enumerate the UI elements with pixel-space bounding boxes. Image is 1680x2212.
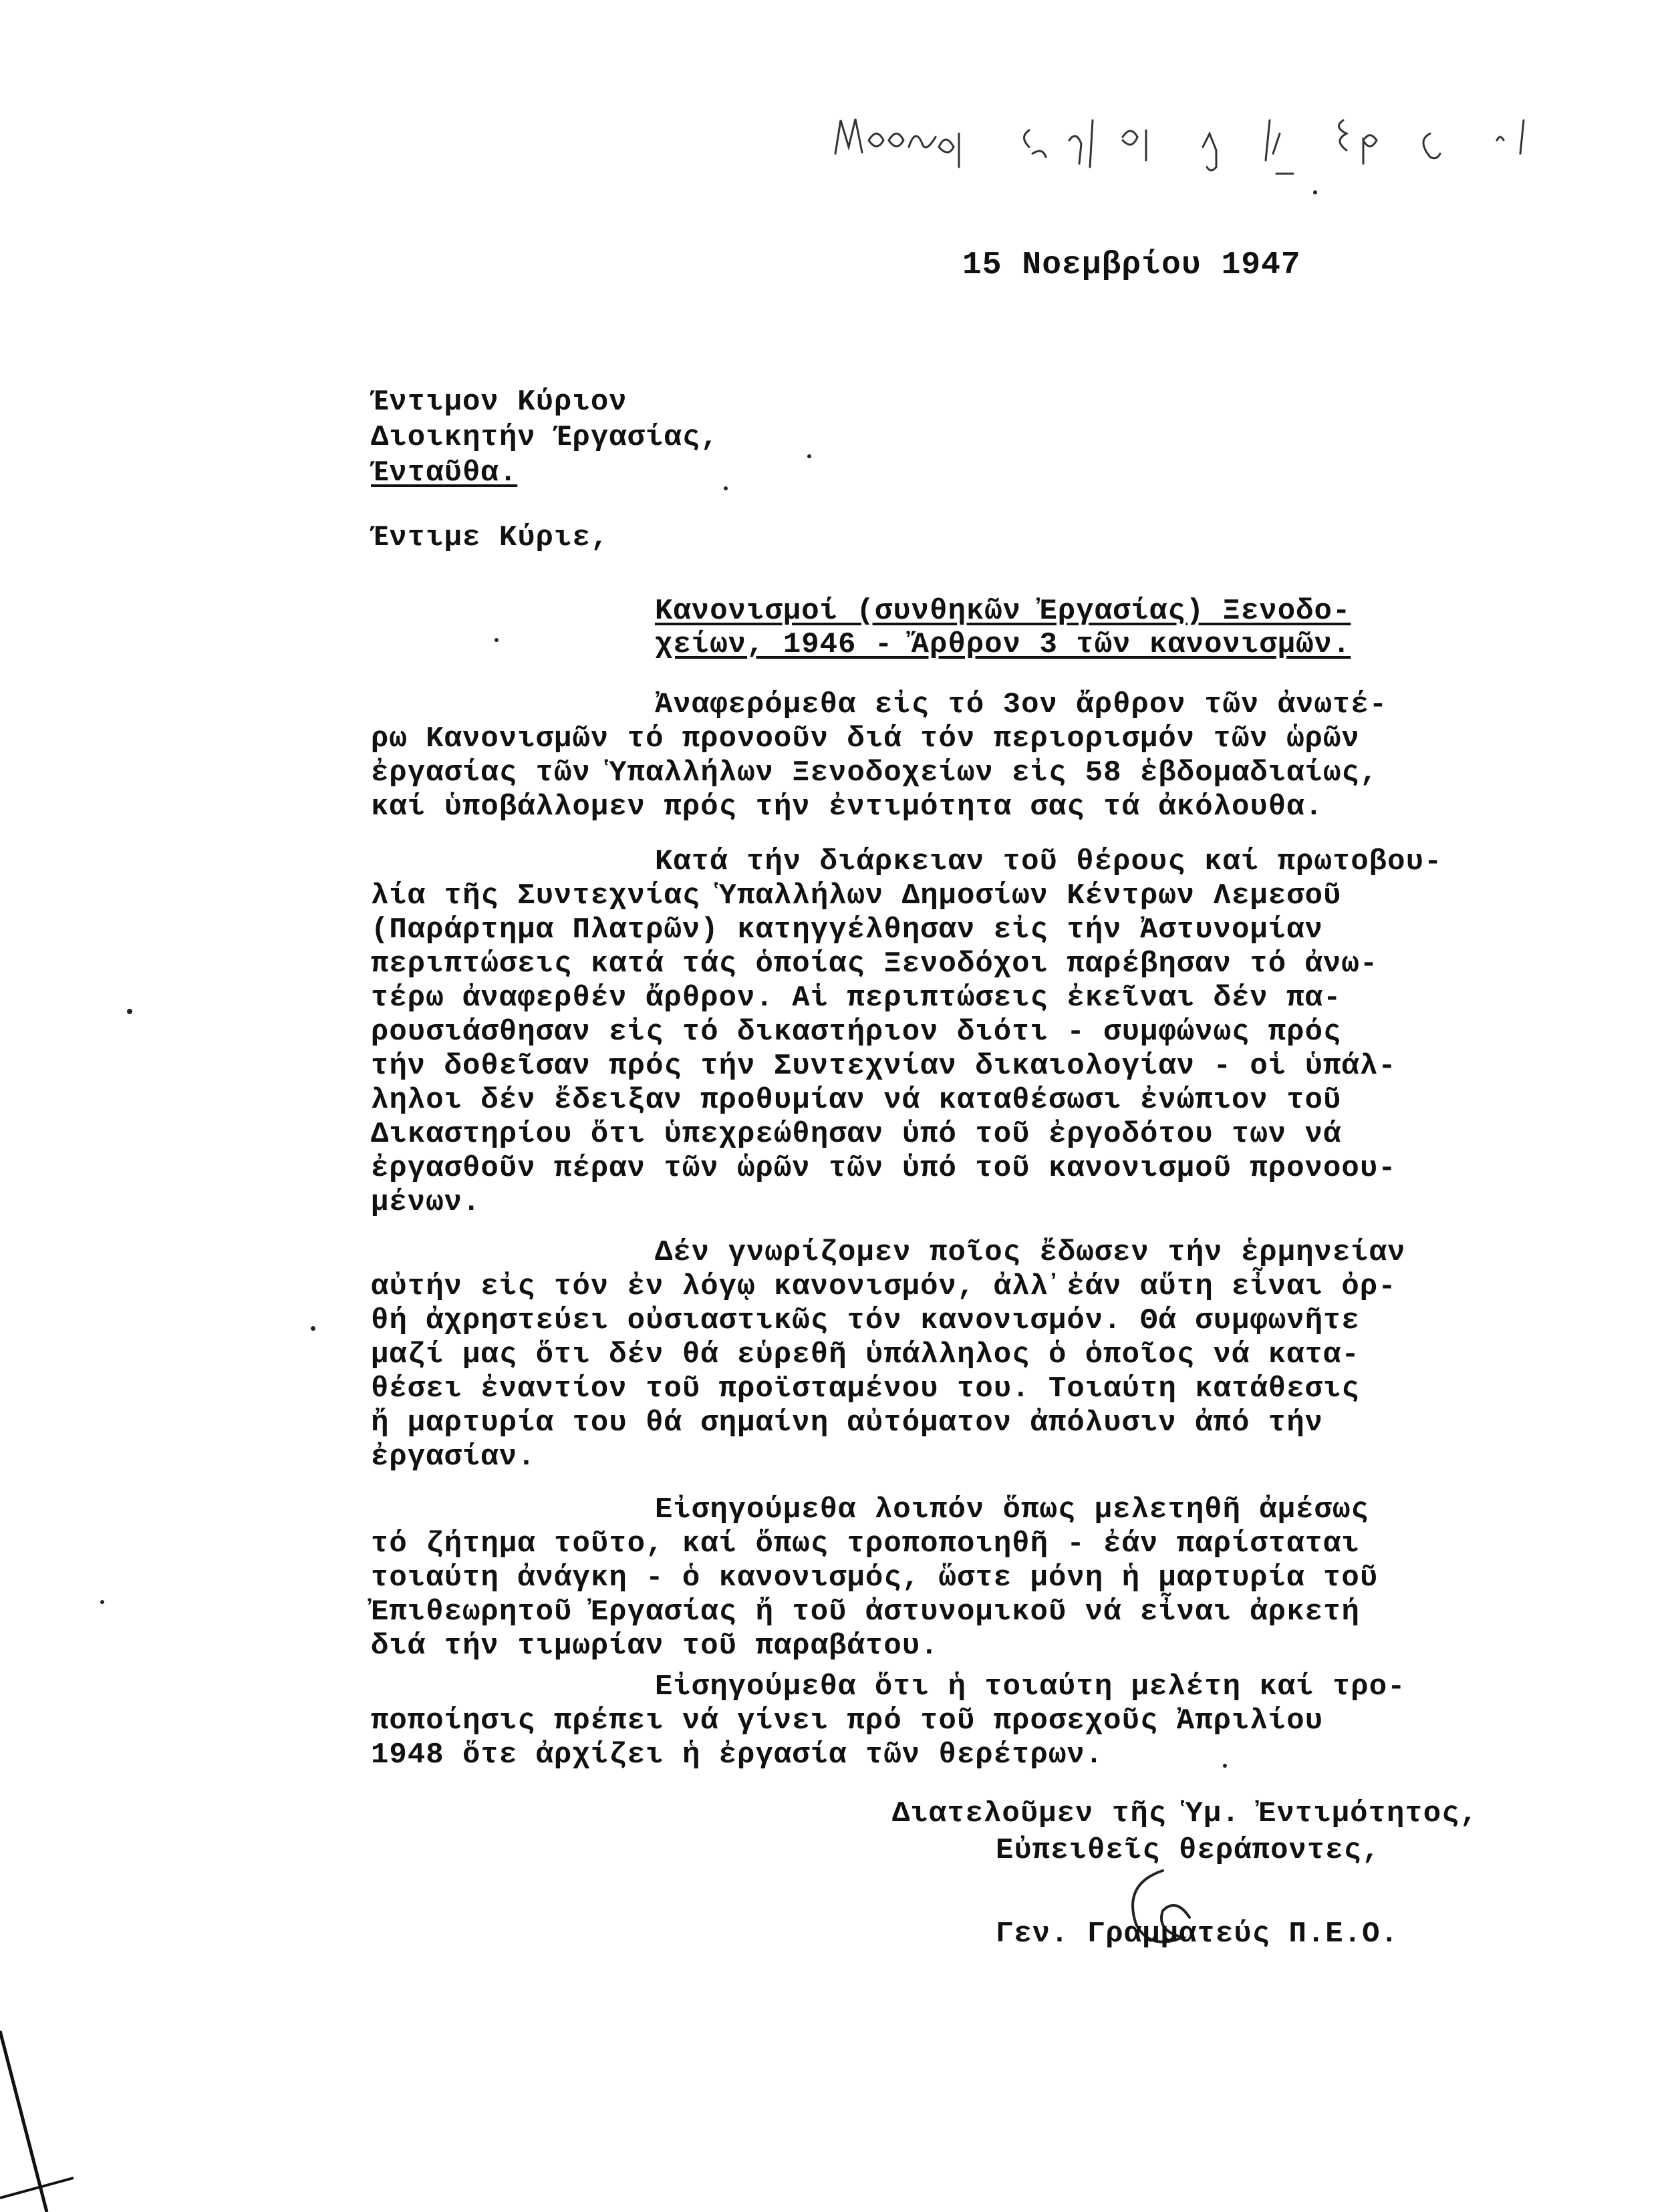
recipient-line-2: Διοικητήν Έργασίας,: [371, 421, 719, 454]
signatory: Γεν. Γραμματεύς Π.Ε.Ο.: [996, 1917, 1399, 1951]
scan-speck: [807, 454, 811, 458]
scan-speck: [100, 1600, 104, 1604]
body-paragraph-4: Εἰσηγούμεθα λοιπόν ὅπως μελετηθῆ ἀμέσως τό ζήτημα τοῦτο, καί ὅπως τροποποιηθῆ - ἐάν παρίσταται τοιαύτη ἀνάγκη - ὁ κανονισμός, ὥστε μόνη ἡ μαρτυρία τοῦ Ἐπιθεωρητοῦ Ἐργασίας ἤ τοῦ ἀστυνομικοῦ νά εἶναι ἀρκετή διά τήν τιμωρίαν τοῦ παραβάτου.: [371, 1493, 1379, 1663]
recipient-line-3: Ένταῦθα.: [371, 456, 518, 490]
scan-edge-lines: [0, 2018, 107, 2212]
body-paragraph-2: Κατά τήν διάρκειαν τοῦ θέρους καί πρωτοβου- λία τῆς Συντεχνίας Ὑπαλλήλων Δημοσίων Κέντρων Λεμεσοῦ (Παράρτημα Πλατρῶν) κατηγγέλθησαν εἰς τήν Ἀστυνομίαν περιπτώσεις κατά τάς ὁποίας Ξενοδόχοι παρέβησαν τό ἀνω- τέρω ἀναφερθέν ἄρθρον. Αἱ περιπτώσεις ἐκεῖναι δέν πα- ρουσιάσθησαν εἰς τό δικαστήριον διότι - συμφώνως πρός τήν δοθεῖσαν πρός τήν Συντεχνίαν δικαιολογίαν - οἱ ὑπάλ- ληλοι δέν ἔδειξαν προθυμίαν νά καταθέσωσι ἐνώπιον τοῦ Δικαστηρίου ὅτι ὑπεχρεώθησαν ὑπό τοῦ ἐργοδότου των νά ἐργασθοῦν πέραν τῶν ὡρῶν τῶν ὑπό τοῦ κανονισμοῦ προνοου- μένων.: [371, 845, 1443, 1219]
scan-speck: [311, 1326, 315, 1331]
subject-line-1: Κανονισμοί (συνθηκῶν Ἐργασίας) Ξενοδο-: [655, 595, 1351, 628]
subject-line-2: χείων, 1946 - Ἄρθρον 3 τῶν κανονισμῶν.: [655, 628, 1351, 661]
scan-speck: [724, 486, 728, 490]
closing-line-2: Εὐπειθεῖς θεράποντες,: [996, 1834, 1381, 1867]
closing-line-1: Διατελοῦμεν τῆς Ὑμ. Ἐντιμότητος,: [892, 1797, 1478, 1831]
scan-speck: [1223, 1764, 1227, 1768]
body-paragraph-5: Εἰσηγούμεθα ὅτι ἡ τοιαύτη μελέτη καί τρο- ποποίησις πρέπει νά γίνει πρό τοῦ προσεχοῦς Ἀπριλίου 1948 ὅτε ἀρχίζει ἡ ἐργασία τῶν θερέτρων.: [371, 1670, 1406, 1772]
scan-speck: [1313, 190, 1317, 194]
scan-speck: [495, 638, 499, 642]
salutation: Έντιμε Κύριε,: [371, 521, 609, 555]
letter-date: 15 Νοεμβρίου 1947: [962, 247, 1301, 283]
body-paragraph-1: Ἀναφερόμεθα εἰς τό 3ον ἄρθρον τῶν ἀνωτέ- ρω Κανονισμῶν τό προνοοῦν διά τόν περιορισμόν τῶν ὡρῶν ἐργασίας τῶν Ὑπαλλήλων Ξενοδοχείων εἰς 58 ἑβδομαδιαίως, καί ὑποβάλλομεν πρός τήν ἐντιμότητα σας τά ἀκόλουθα.: [371, 688, 1388, 824]
scan-speck: [127, 1009, 132, 1014]
recipient-line-1: Έντιμον Κύριον: [371, 385, 627, 419]
handwritten-note: [829, 94, 1604, 180]
body-paragraph-3: Δέν γνωρίζομεν ποῖος ἔδωσεν τήν ἑρμηνείαν αὐτήν εἰς τόν ἐν λόγῳ κανονισμόν, ἀλλ᾽ἐάν αὕτη εἶναι ὀρ- θή ἀχρηστεύει οὐσιαστικῶς τόν κανονισμόν. Θά συμφωνῆτε μαζί μας ὅτι δέν θά εὑρεθῆ ὑπάλληλος ὁ ὁποῖος νά κατα- θέσει ἐναντίον τοῦ προϊσταμένου του. Τοιαύτη κατάθεσις ἤ μαρτυρία του θά σημαίνη αὐτόματον ἀπόλυσιν ἀπό τήν ἐργασίαν.: [371, 1236, 1406, 1474]
